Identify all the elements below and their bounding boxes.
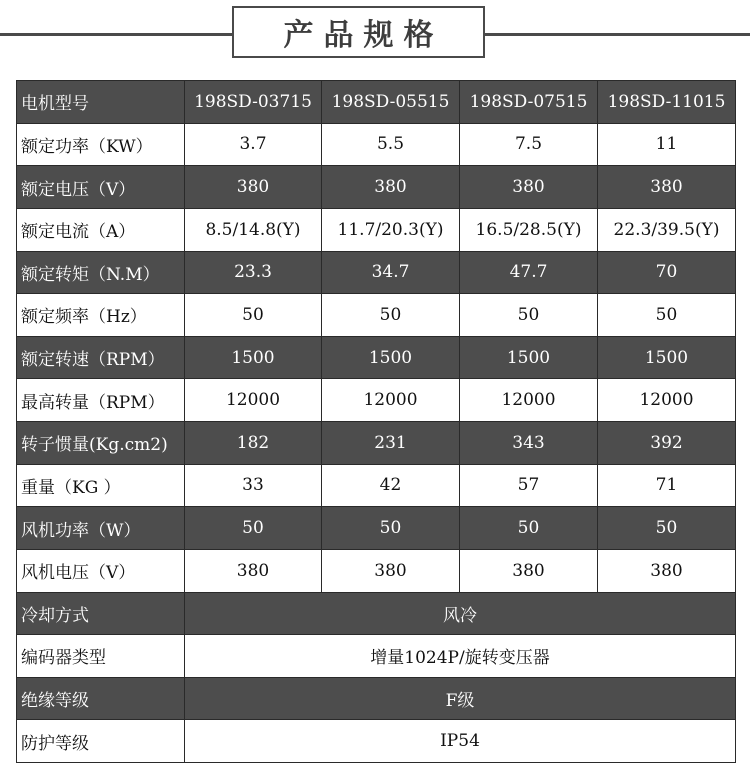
row-label: 风机电压（V）: [17, 549, 185, 592]
table-cell: 50: [460, 507, 598, 550]
merged-cell: IP54: [185, 720, 736, 763]
table-row-model: [17, 81, 736, 124]
table-cell: 7.5: [460, 123, 598, 166]
row-label: 额定频率（Hz）: [17, 294, 185, 337]
model-cell: 198SD-03715: [185, 81, 322, 124]
table-cell: 380: [185, 166, 322, 209]
table-cell: 12000: [185, 379, 322, 422]
table-cell: 50: [598, 507, 736, 550]
table-row: [17, 507, 736, 550]
table-cell: 22.3/39.5(Y): [598, 208, 736, 251]
merged-cell: F级: [185, 677, 736, 720]
table-cell: 23.3: [185, 251, 322, 294]
row-label: 额定转速（RPM）: [17, 336, 185, 379]
row-label: 重量（KG ）: [17, 464, 185, 507]
table-cell: 3.7: [185, 123, 322, 166]
table-row: [17, 464, 736, 507]
table-cell: 380: [598, 166, 736, 209]
table-cell: 50: [598, 294, 736, 337]
table-cell: 380: [185, 549, 322, 592]
table-cell: 392: [598, 422, 736, 465]
page-title: 产品规格: [283, 18, 444, 53]
table-row: [17, 549, 736, 592]
table-row: [17, 379, 736, 422]
model-cell: 198SD-05515: [322, 81, 460, 124]
spec-table: [16, 80, 736, 763]
header-divider-left: [0, 33, 232, 36]
title-box: [232, 6, 485, 58]
row-label: 转子惯量(Kg.cm2): [17, 422, 185, 465]
table-cell: 1500: [185, 336, 322, 379]
row-label: 编码器类型: [17, 635, 185, 678]
table-row-merged: [17, 677, 736, 720]
merged-cell: 增量1024P/旋转变压器: [185, 635, 736, 678]
table-cell: 50: [460, 294, 598, 337]
table-cell: 1500: [322, 336, 460, 379]
table-cell: 380: [460, 549, 598, 592]
header-divider-right: [485, 33, 750, 36]
table-cell: 12000: [598, 379, 736, 422]
table-row: [17, 208, 736, 251]
table-row: [17, 123, 736, 166]
header: [0, 0, 750, 62]
table-cell: 12000: [322, 379, 460, 422]
table-cell: 12000: [460, 379, 598, 422]
table-row-merged: [17, 720, 736, 763]
merged-cell: 风冷: [185, 592, 736, 635]
table-cell: 380: [322, 166, 460, 209]
table-row-merged: [17, 592, 736, 635]
table-cell: 50: [185, 507, 322, 550]
row-label: 额定功率（KW）: [17, 123, 185, 166]
table-cell: 182: [185, 422, 322, 465]
table-cell: 34.7: [322, 251, 460, 294]
table-cell: 42: [322, 464, 460, 507]
table-cell: 343: [460, 422, 598, 465]
row-label: 电机型号: [17, 81, 185, 124]
table-cell: 5.5: [322, 123, 460, 166]
table-cell: 50: [322, 507, 460, 550]
table-cell: 11: [598, 123, 736, 166]
row-label: 绝缘等级: [17, 677, 185, 720]
table-row: [17, 294, 736, 337]
table-cell: 71: [598, 464, 736, 507]
table-cell: 380: [460, 166, 598, 209]
table-cell: 50: [185, 294, 322, 337]
row-label: 最高转量（RPM）: [17, 379, 185, 422]
table-row: [17, 422, 736, 465]
row-label: 防护等级: [17, 720, 185, 763]
table-cell: 380: [322, 549, 460, 592]
table-cell: 50: [322, 294, 460, 337]
table-cell: 16.5/28.5(Y): [460, 208, 598, 251]
row-label: 额定电压（V）: [17, 166, 185, 209]
table-cell: 33: [185, 464, 322, 507]
table-row: [17, 166, 736, 209]
table-row-merged: [17, 635, 736, 678]
model-cell: 198SD-11015: [598, 81, 736, 124]
model-cell: 198SD-07515: [460, 81, 598, 124]
table-cell: 70: [598, 251, 736, 294]
spec-table-body: [17, 81, 736, 763]
table-cell: 231: [322, 422, 460, 465]
row-label: 额定电流（A）: [17, 208, 185, 251]
table-cell: 11.7/20.3(Y): [322, 208, 460, 251]
table-row: [17, 251, 736, 294]
table-cell: 1500: [598, 336, 736, 379]
table-cell: 47.7: [460, 251, 598, 294]
table-cell: 8.5/14.8(Y): [185, 208, 322, 251]
row-label: 额定转矩（N.M）: [17, 251, 185, 294]
row-label: 风机功率（W）: [17, 507, 185, 550]
table-cell: 1500: [460, 336, 598, 379]
table-cell: 57: [460, 464, 598, 507]
table-row: [17, 336, 736, 379]
row-label: 冷却方式: [17, 592, 185, 635]
table-cell: 380: [598, 549, 736, 592]
